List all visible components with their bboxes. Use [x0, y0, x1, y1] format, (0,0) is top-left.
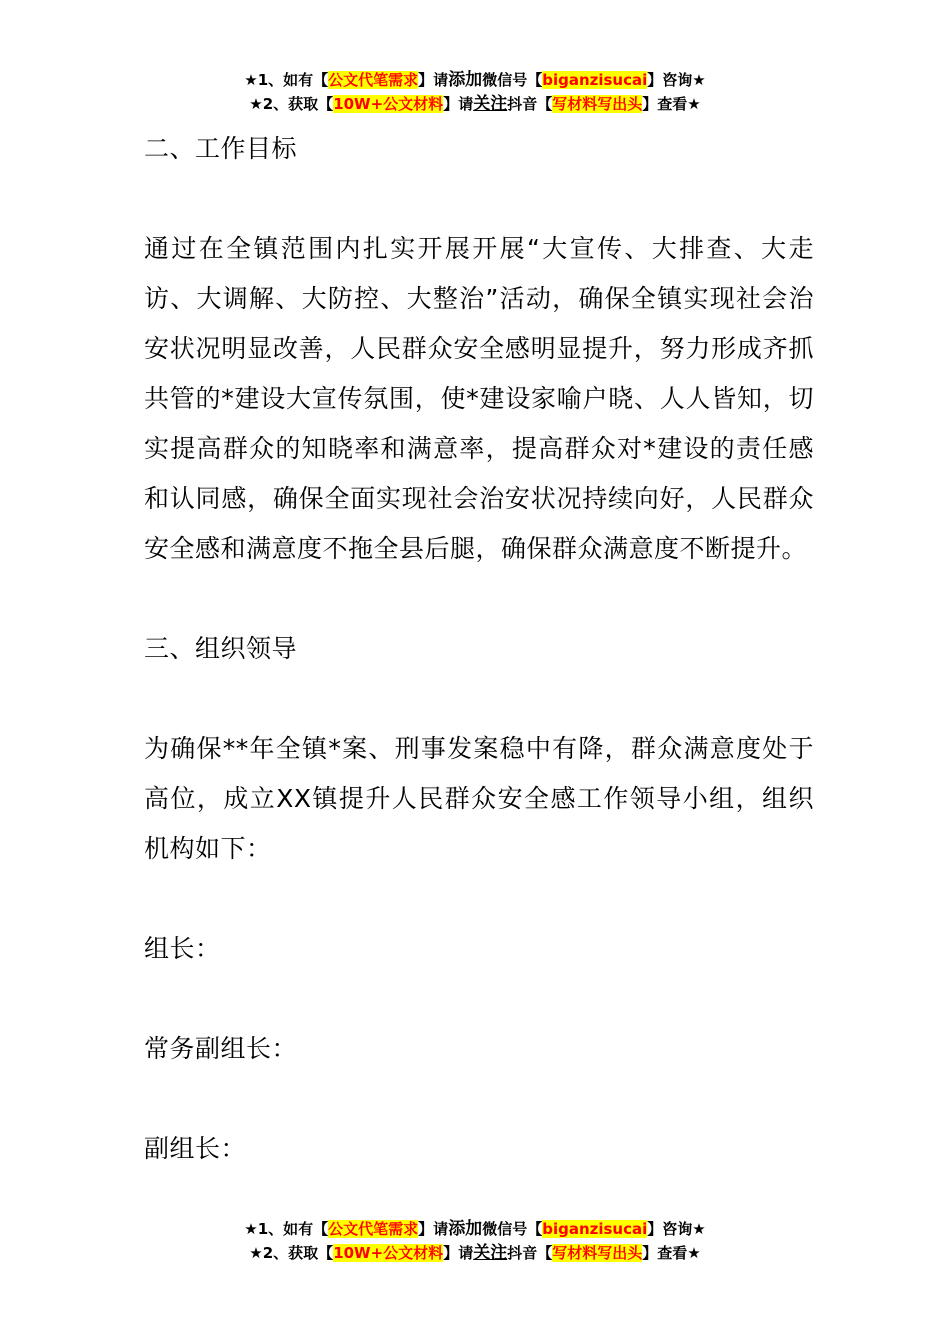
document-body	[144, 124, 814, 1174]
section-heading-goals: 二、工作目标	[144, 134, 298, 163]
deputy-field: 副组长：	[144, 1134, 247, 1163]
promo-banner-top	[0, 68, 950, 116]
highlight-douyin-account: 写材料写出头	[552, 95, 643, 113]
promo-line-1: ★1、如有【公文代笔需求】请添加微信号【biganzisucai】咨询★	[244, 70, 706, 90]
highlight-service: 公文代笔需求	[328, 1220, 419, 1238]
promo-line-1: ★1、如有【公文代笔需求】请添加微信号【biganzisucai】咨询★	[244, 1219, 706, 1239]
executive-deputy-field: 常务副组长：	[144, 1034, 298, 1063]
highlight-wechat-id: biganzisucai	[542, 1220, 648, 1238]
promo-banner-bottom	[0, 1217, 950, 1265]
promo-line-2: ★2、获取【10W+公文材料】请关注抖音【写材料写出头】查看★	[249, 94, 701, 114]
highlight-douyin-account: 写材料写出头	[552, 1244, 643, 1262]
goals-paragraph: 通过在全镇范围内扎实开展开展“大宣传、大排查、大走访、大调解、大防控、大整治”活动，确保全镇实现社会治安状况明显改善，人民群众安全感明显提升，努力形成齐抓共管的*建设大宣传氛围，使*建设家喻户晓、人人皆知，切实提高群众的知晓率和满意率，提高群众对*建设的责任感和认同感，确保全面实现社会治安状况持续向好，人民群众安全感和满意度不拖全县后腿，确保群众满意度不断提升。	[144, 234, 814, 563]
promo-line-2: ★2、获取【10W+公文材料】请关注抖音【写材料写出头】查看★	[249, 1243, 701, 1263]
highlight-service: 公文代笔需求	[328, 71, 419, 89]
highlight-wechat-id: biganzisucai	[542, 71, 648, 89]
section-heading-organization: 三、组织领导	[144, 634, 298, 663]
highlight-materials: 10W+公文材料	[333, 1244, 444, 1262]
leader-field: 组长：	[144, 934, 221, 963]
highlight-materials: 10W+公文材料	[333, 95, 444, 113]
organization-paragraph: 为确保**年全镇*案、刑事发案稳中有降，群众满意度处于高位，成立XX镇提升人民群众安全感工作领导小组，组织机构如下：	[144, 734, 814, 863]
